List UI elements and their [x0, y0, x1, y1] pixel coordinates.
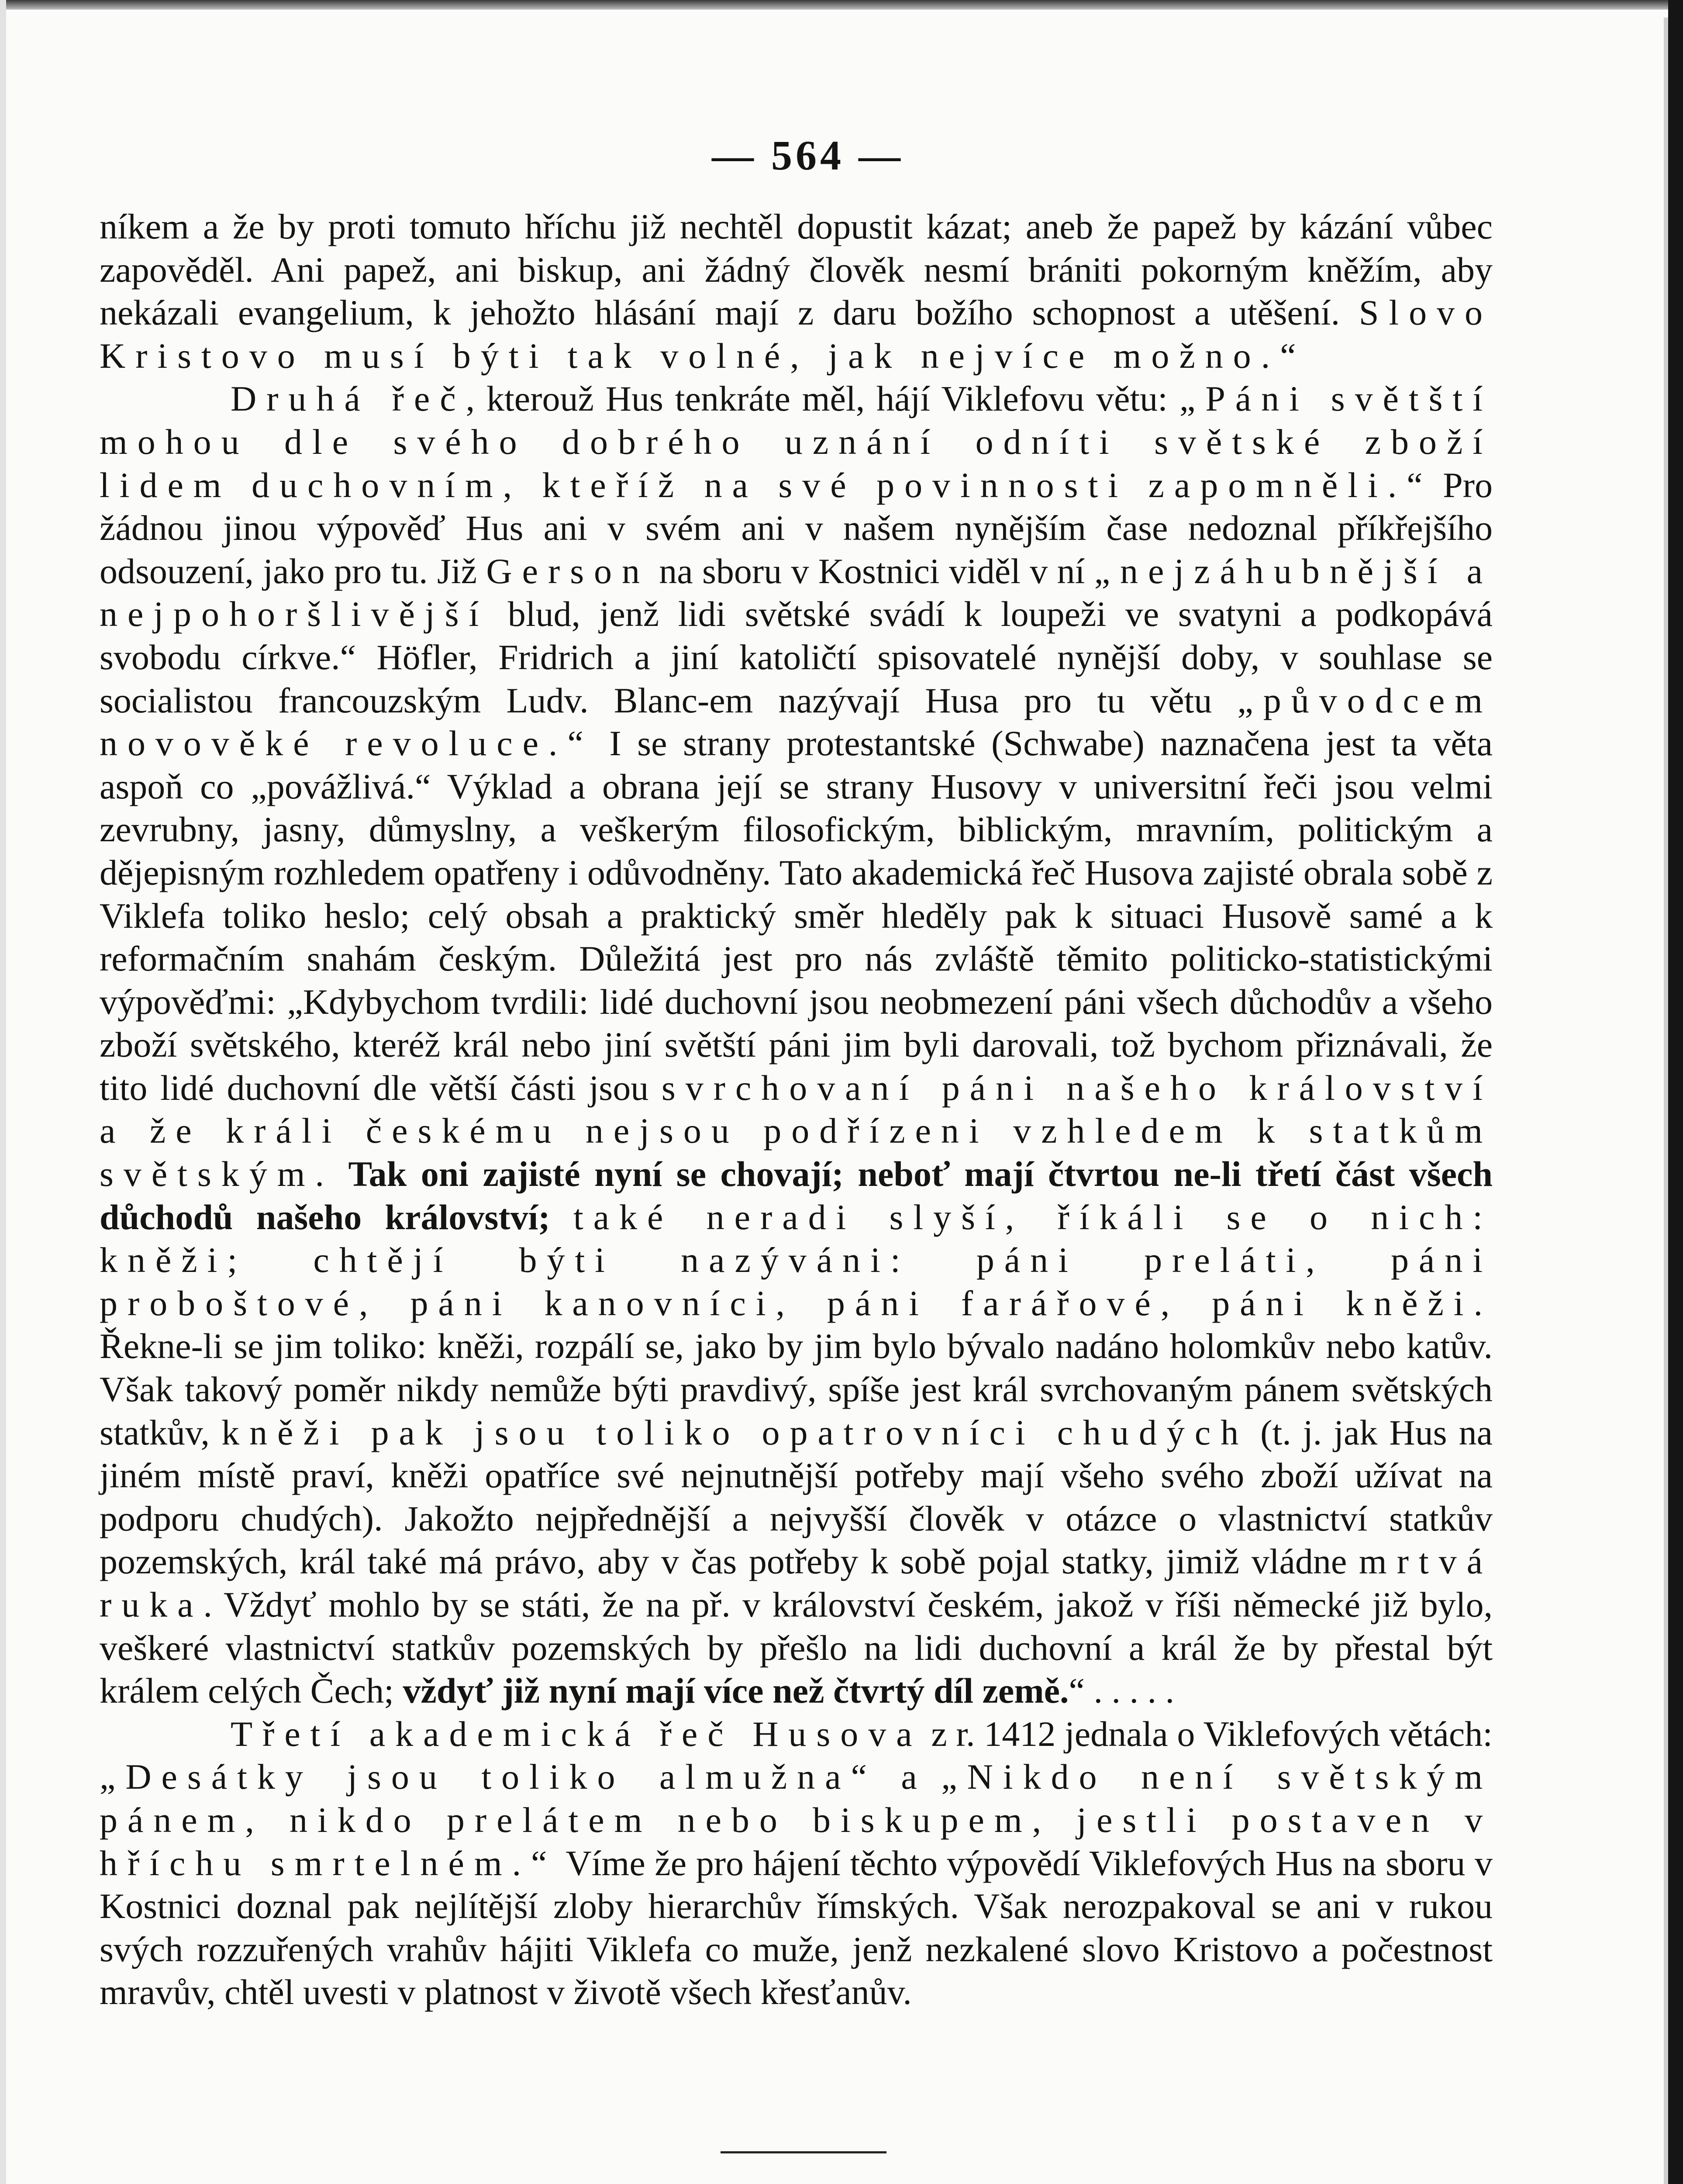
text-run: z r. 1412 jednala o Viklefových větách: [922, 1714, 1493, 1754]
text-run: , kterouž Hus tenkráte měl, hájí Viklefovu větu: [466, 379, 1179, 419]
scan-edge-right [1668, 0, 1683, 2184]
text-run [334, 1154, 348, 1194]
scan-edge-left [0, 0, 6, 2184]
text-run: I se strany protestantské (Schwabe) naznačena jest ta věta aspoň co „povážlivá.“ Výklad a obrana její se strany Husovy v universitní řeči jsou velmi zevrubny, jasny, důmyslny, a veškerým filosofickým, biblickým, mravním, politickým a dějepisným rozhledem opatřeny i odůvodněny. Tato akademická řeč Husova zajisté obrala sobě z Viklefa toliko heslo; celý obsah a praktický směr hleděly pak k situaci Husově samé a k reformačním snahám českým. Důležitá jest pro nás zvláště těmito politicko-statistickými výpověďmi: „Kdybychom tvrdili: lidé duchovní jsou neobmezení páni všech důchodův a všeho zboží světského, kteréž král nebo jiní světští páni jim byli darovali, tož bychom přiznávali, že tito lidé duchovní dle větší části jsou [100, 723, 1493, 1108]
text-run: „Desátky jsou toliko almužna“ [100, 1757, 877, 1797]
text-run: „původcem novověké revoluce.“ [100, 680, 1493, 764]
text-run [550, 1197, 573, 1237]
scan-edge-top [0, 0, 1683, 10]
paragraph-2 [100, 377, 1493, 1712]
paragraph-1 [100, 205, 1493, 377]
text-run: mrtvá ruka [100, 1541, 1493, 1624]
section-divider [721, 2151, 886, 2153]
scan-edge-shadow [1664, 17, 1668, 2184]
text-run: Řekne-li se jim toliko: kněži, rozpálí se, jako by jim bylo bývalo nadáno holomkův nebo katův. Však takový poměr nikdy nemůže býti pravdivý, spíše jest král svrchovaným pánem světských statkův, [100, 1326, 1493, 1452]
text-run: Pro žádnou jinou výpověď Hus ani v svém ani v našem nynějším čase nedoznal příkřejšího odsouzení, jako pro tu. Již [100, 465, 1493, 591]
text-run: „nejzáhubnější a nejpohoršlivější [100, 551, 1493, 634]
text-run: Slovo Kristovo musí býti tak volné, jak nejvíce možno.“ [100, 293, 1493, 376]
text-run: také neradi slyší, říkáli se o nich: kněži; chtějí býti nazýváni: páni preláti, páni proboštové, páni kanovníci, páni farářové, páni kněži. [100, 1197, 1493, 1323]
text-run: níkem a že by proti tomuto hříchu již nechtěl dopustit kázat; aneb že papež by kázání vůbec zapověděl. Ani papež, ani biskup, ani žádný člověk nesmí brániti pokorným kněžím, aby nekázali evangelium, k jehožto hlásání mají z daru božího schopnost a utěšení. [100, 207, 1493, 333]
text-run: “ . . . . . [1069, 1671, 1174, 1711]
text-run: „Páni světští mohou dle svého dobrého uznání odníti světské zboží lidem duchovním, kteříž na své povinnosti zapomněli.“ [100, 379, 1493, 505]
text-run: „Nikdo není světským pánem, nikdo prelátem nebo biskupem, jestli postaven v hříchu smrtelném.“ [100, 1757, 1493, 1883]
body-text [100, 205, 1493, 2014]
text-run: a [876, 1757, 942, 1797]
text-run: svrchovaní páni našeho království a že králi českému nejsou podřízeni vzhledem k statkům světským. [100, 1068, 1493, 1194]
text-run: Gerson [486, 551, 650, 591]
text-run: Třetí akademická řeč Husova [231, 1714, 922, 1754]
text-run: kněži pak jsou toliko opatrovníci chudých [221, 1412, 1249, 1452]
page-number: — 564 — [712, 132, 904, 179]
text-run: vždyť již nyní mají více než čtvrtý díl země. [403, 1671, 1069, 1711]
text-run: Druhá řeč [231, 379, 466, 419]
text-run: (t. j. jak Hus na jiném místě praví, kněži opatříce své nejnutnější potřeby mají všeho svého zboží užívat na podporu chudých). Jakožto nejpřednější a nejvyšší člověk v otázce o vlastnictví statkův pozemských, král také má právo, aby v čas potřeby k sobě pojal statky, jimiž vládne [100, 1412, 1493, 1582]
text-run: Víme že pro hájení těchto výpovědí Viklefových Hus na sboru v Kostnici doznal pak nejlítější zloby hierarchův římských. Však nerozpakoval se ani v rukou svých rozzuřených vrahův hájiti Viklefa co muže, jenž nezkalené slovo Kristovo a počestnost mravův, chtěl uvesti v platnost v životě všech křesťanův. [100, 1843, 1493, 2012]
text-run: Tak oni zajisté nyní se chovají; neboť mají čtvrtou ne-li třetí část všech důchodů našeho království; [100, 1154, 1493, 1237]
text-run: . Vždyť mohlo by se státi, že na př. v království českém, jakož v říši německé již bylo, veškeré vlastnictví statkův pozemských by přešlo na lidi duchovní a král že by přestal být králem celých Čech; [100, 1585, 1493, 1711]
paragraph-3 [100, 1713, 1493, 2014]
text-run: blud, jenž lidi světské svádí k loupeži ve svatyni a podkopává svobodu církve.“ Höfler, Fridrich a jiní katoličtí spisovatelé nynější doby, v souhlase se socialistou francouzským Ludv. Blanc-em nazývají Husa pro tu větu [100, 594, 1493, 720]
text-run: na sboru v Kostnici viděl v ní [649, 551, 1094, 591]
